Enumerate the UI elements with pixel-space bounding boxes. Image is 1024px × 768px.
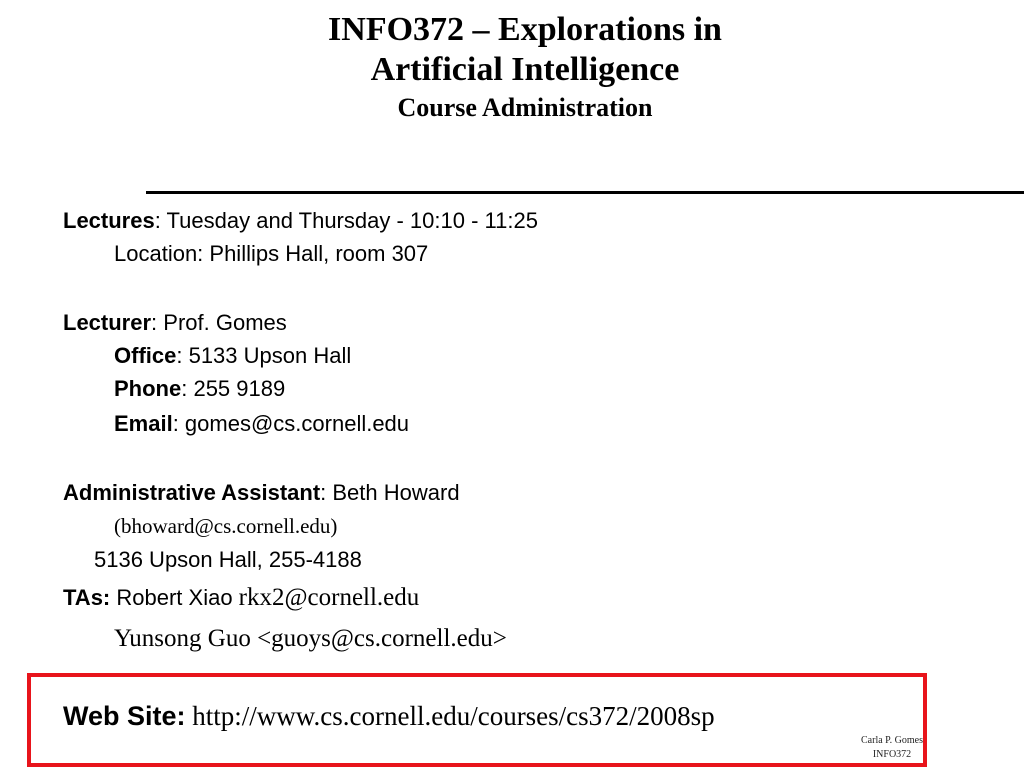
lectures-value: : Tuesday and Thursday - 10:10 - 11:25 (154, 208, 538, 233)
lectures-line (63, 208, 538, 234)
website-line (63, 700, 715, 734)
tas-label: TAs: (63, 585, 111, 610)
title-divider (146, 191, 1024, 194)
ta1-name: Robert Xiao (110, 585, 239, 610)
lecturer-line (63, 310, 287, 336)
tas-line (63, 585, 419, 611)
email-label: Email (114, 411, 173, 436)
slide-title-line2: Artificial Intelligence (370, 51, 680, 88)
admin-address: 5136 Upson Hall, 255-4188 (94, 547, 362, 572)
ta2-line: Yunsong Guo <guoys@cs.cornell.edu> (114, 625, 507, 652)
office-value: : 5133 Upson Hall (176, 343, 352, 368)
phone-label: Phone (114, 376, 182, 401)
email-value: : gomes@cs.cornell.edu (172, 411, 410, 436)
slide-title-line1: INFO372 – Explorations in (328, 11, 722, 48)
lectures-label: Lectures (63, 208, 155, 233)
phone-value: : 255 9189 (181, 376, 286, 401)
slide-title-block (100, 10, 950, 126)
lecturer-label: Lecturer (63, 310, 152, 335)
admin-value: : Beth Howard (320, 480, 460, 505)
lecturer-value: : Prof. Gomes (151, 310, 287, 335)
admin-line (63, 480, 460, 506)
lectures-location: Location: Phillips Hall, room 307 (114, 241, 429, 266)
ta1-email: rkx2@cornell.edu (238, 584, 420, 611)
office-label: Office (114, 343, 177, 368)
admin-label: Administrative Assistant (63, 480, 321, 505)
office-line (114, 343, 351, 369)
phone-line (114, 376, 285, 402)
website-label: Web Site: (63, 701, 186, 731)
admin-email: (bhoward@cs.cornell.edu) (114, 514, 338, 538)
footer-course: INFO372 (872, 749, 912, 760)
slide-footer (840, 734, 944, 762)
website-url[interactable]: http://www.cs.cornell.edu/courses/cs372/2008sp (185, 701, 715, 731)
email-line (114, 411, 409, 437)
footer-author: Carla P. Gomes (861, 735, 923, 746)
slide-subtitle: Course Administration (397, 93, 653, 122)
